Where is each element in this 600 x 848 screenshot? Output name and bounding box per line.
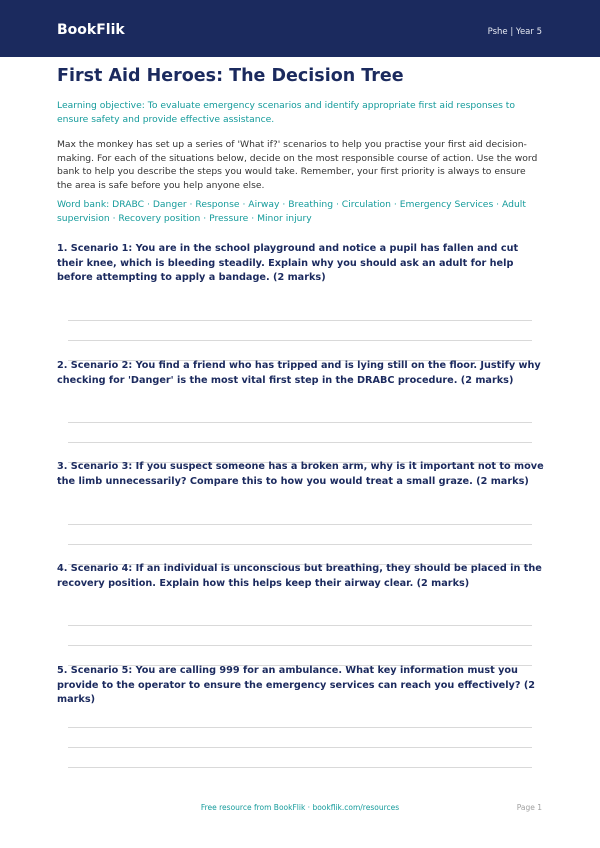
answer-line[interactable]	[68, 320, 532, 321]
question-1	[57, 242, 545, 286]
question-text: 5. Scenario 5: You are calling 999 for an ambulance. What key information must you provide to the operator to ensure the emergency services can reach you effectively? (2 marks)	[57, 665, 535, 705]
answer-line[interactable]	[68, 727, 532, 728]
question-2	[57, 359, 545, 388]
answer-line[interactable]	[68, 422, 532, 423]
subject-year-label: Pshe | Year 5	[487, 27, 542, 37]
intro-paragraph: Max the monkey has set up a series of 'What if?' scenarios to help you practise your first aid decision-making. For each of the situations below, decide on the most responsible course of action. Use the word bank to help you describe the steps you would take. Remember, your first priority is always to ensure the area is safe before you help anyone else.	[57, 139, 538, 191]
learning-objective: Learning objective: To evaluate emergency scenarios and identify appropriate first aid responses to ensure safety and provide effective assistance.	[57, 100, 516, 125]
answer-line[interactable]	[68, 645, 532, 646]
page-header	[0, 0, 600, 57]
question-text: 1. Scenario 1: You are in the school playground and notice a pupil has fallen and cut their knee, which is bleeding steadily. Explain why you should ask an adult for help before attempting to apply a bandage. (2 marks)	[57, 243, 519, 283]
answer-line[interactable]	[68, 524, 532, 525]
page-number: Page 1	[516, 803, 542, 812]
question-4	[57, 562, 545, 591]
brand-logo[interactable]: BookFlik	[57, 22, 125, 38]
answer-line[interactable]	[68, 442, 532, 443]
answer-line[interactable]	[68, 544, 532, 545]
answer-line[interactable]	[68, 747, 532, 748]
answer-line[interactable]	[68, 625, 532, 626]
answer-line[interactable]	[68, 340, 532, 341]
answer-line[interactable]	[68, 767, 532, 768]
question-text: 2. Scenario 2: You find a friend who has tripped and is lying still on the floor. Justify why checking for 'Danger' is the most vital first step in the DRABC procedure. (2 marks)	[57, 360, 541, 386]
question-3	[57, 460, 545, 489]
footer-resource-link[interactable]: Free resource from BookFlik · bookflik.com/resources	[200, 803, 400, 812]
word-bank: Word bank: DRABC · Danger · Response · Airway · Breathing · Circulation · Emergency Services · Adult supervision · Recovery position · Pressure · Minor injury	[57, 199, 526, 224]
question-text: 3. Scenario 3: If you suspect someone has a broken arm, why is it important not to move the limb unnecessarily? Compare this to how you would treat a small graze. (2 marks)	[57, 461, 544, 487]
question-5	[57, 664, 545, 708]
page-title: First Aid Heroes: The Decision Tree	[57, 66, 404, 86]
question-text: 4. Scenario 4: If an individual is unconscious but breathing, they should be placed in the recovery position. Explain how this helps keep their airway clear. (2 marks)	[57, 563, 542, 589]
